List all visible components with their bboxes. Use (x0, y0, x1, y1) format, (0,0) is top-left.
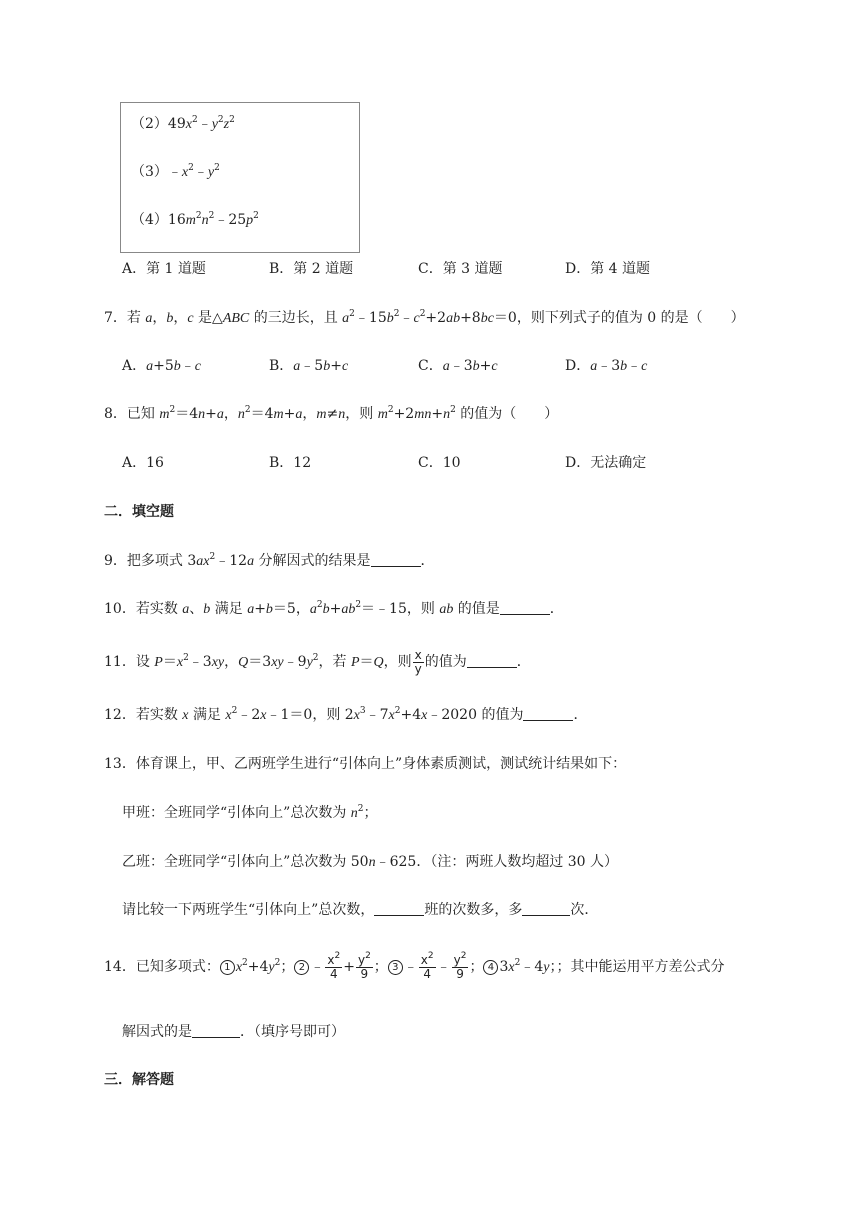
question-8: 8．已知 $m^2=4n+a$，$n^2=4m+a$，m≠n，则 $m^2+2mn+n^2$ 的值为（ ） (104, 405, 559, 422)
q8-option-a: A．16 (122, 455, 164, 471)
q13-class-a: 甲班：全班同学“引体向上”总次数为 $n^2$； (122, 804, 378, 821)
q8-option-b: B．12 (269, 455, 312, 471)
q7-option-c: C．a﹣3b+c (418, 358, 498, 374)
q8-option-c: C．10 (418, 455, 461, 471)
answer-blank[interactable] (467, 653, 517, 668)
section-answer: 三．解答题 (104, 1072, 174, 1088)
answer-blank[interactable] (371, 552, 421, 567)
answer-blank[interactable] (374, 901, 424, 916)
q6-option-b: B．第 2 道题 (269, 261, 354, 277)
q6-option-d: D．第 4 道题 (565, 261, 651, 277)
question-7: 7．若 a，b，c 是△ABC 的三边长，且 $a^2﹣15b^2﹣c^2+2ab+8bc=0$，则下列式子的值为 0 的是（ ） (104, 309, 745, 326)
q13-question: 请比较一下两班学生“引体向上”总次数， 班的次数多，多 次． (122, 902, 599, 918)
question-9: 9．把多项式 $3ax^2﹣12a$ 分解因式的结果是 ． (104, 552, 435, 569)
q6-item-4: $(4)16m^2n^2﹣25p^2$ (131, 211, 259, 228)
q6-option-a: A．第 1 道题 (122, 261, 206, 277)
question-10: 10．若实数 a、b 满足 a+b＝5，$a^2b+ab^2=﹣15$，则 ab 的值是 ． (104, 600, 564, 617)
question-14: 14．已知多项式： 1 $x^2+4y^2$； 2 ﹣ $\frac{x^2}{4}$ + $\frac{y^2}{9}$ ； 3 ﹣ $\frac{x^2}{4}$ ﹣ $\frac{y^2}{9}$ ； 4 $3x^2﹣4y$；；其中能运用平方差公式分 (104, 950, 725, 981)
q6-item-2: $(2)49x^2﹣y^2z^2$ (131, 115, 235, 132)
question-11: 11．设 $P=x^2﹣3xy$，$Q=3xy﹣9y^2$，若 P＝Q，则 $\frac{x}{y}$ 的值为 ． (104, 647, 531, 676)
answer-blank[interactable] (500, 600, 550, 615)
question-12: 12．若实数 x 满足 $x^2﹣2x﹣1=0$，则 $2x^3﹣7x^2+4x﹣2020$ 的值为 ． (104, 706, 588, 723)
q6-item-3: $(3)﹣x^2﹣y^2$ (131, 163, 220, 180)
q6-option-c: C．第 3 道题 (418, 261, 503, 277)
answer-blank[interactable] (522, 901, 570, 916)
q8-option-d: D．无法确定 (565, 455, 647, 471)
fraction-x-over-y: $\frac{x}{y}$ (414, 647, 422, 676)
q7-option-b: B．a﹣5b+c (269, 358, 349, 374)
q13-class-b: 乙班：全班同学“引体向上”总次数为 50n﹣625．（注：两班人数均超过 30 人） (122, 854, 619, 870)
q6-box (120, 102, 360, 253)
q7-option-a: A．a+5b﹣c (122, 358, 201, 374)
q14-line2: 解因式的是 ．（填序号即可） (122, 1024, 345, 1040)
answer-blank[interactable] (523, 706, 573, 721)
section-fill-in: 二．填空题 (104, 504, 174, 520)
answer-blank[interactable] (192, 1023, 240, 1038)
question-13: 13．体育课上，甲、乙两班学生进行“引体向上”身体素质测试，测试统计结果如下： (104, 756, 627, 772)
q7-option-d: D．a﹣3b﹣c (565, 358, 648, 374)
